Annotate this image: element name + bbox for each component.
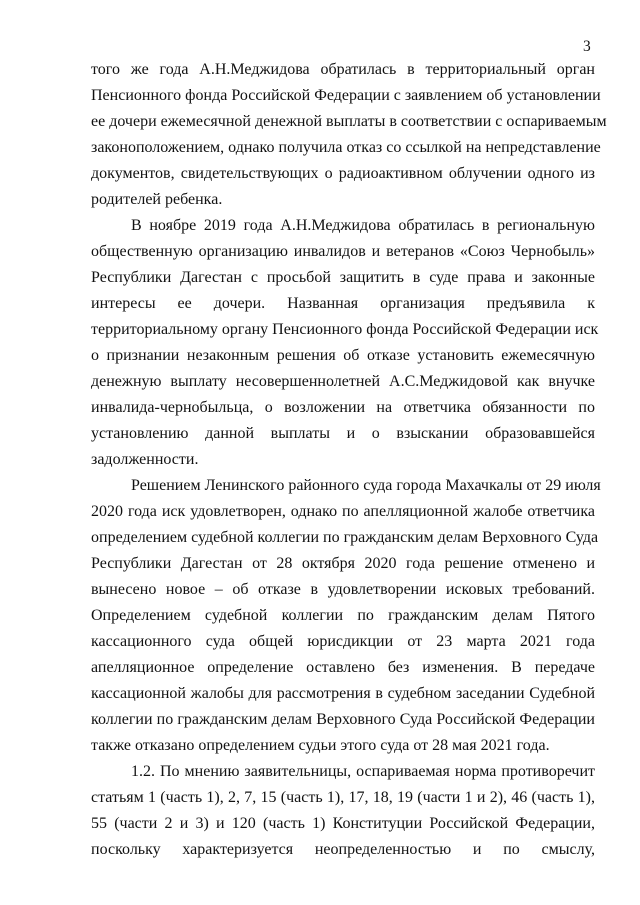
text-line: территориальному органу Пенсионного фонда Российской Федерации иск — [91, 321, 599, 338]
text-line: Республики Дагестан от 28 октября 2020 года решение отменено и — [91, 555, 595, 572]
text-line: Республики Дагестан с просьбой защитить в суде права и законные — [91, 269, 595, 286]
paragraph — [91, 759, 595, 863]
document-body — [91, 57, 607, 863]
text-line: В ноябре 2019 года А.Н.Меджидова обратилась в региональную — [131, 217, 595, 234]
text-line: кассационного суда общей юрисдикции от 23 марта 2021 года — [91, 633, 595, 650]
text-line: статьям 1 (часть 1), 2, 7, 15 (часть 1), 17, 18, 19 (части 1 и 2), 46 (часть 1), — [91, 789, 595, 806]
text-line: вынесено новое – об отказе в удовлетворении исковых требований. — [91, 581, 595, 598]
text-line: поскольку характеризуется неопределенностью и по смыслу, — [91, 841, 595, 858]
text-line: денежную выплату несовершеннолетней А.С.Меджидовой как внучке — [91, 373, 595, 390]
text-line: кассационной жалобы для рассмотрения в судебном заседании Судебной — [91, 685, 595, 702]
text-line: 1.2. По мнению заявительницы, оспариваемая норма противоречит — [131, 763, 595, 780]
paragraph — [91, 473, 601, 759]
text-line: документов, свидетельствующих о радиоактивном облучении одного из — [91, 165, 595, 182]
text-line: 55 (части 2 и 3) и 120 (часть 1) Конституции Российской Федерации, — [91, 815, 595, 832]
text-line: определением судебной коллегии по гражданским делам Верховного Суда — [91, 529, 599, 546]
text-line: инвалида-чернобыльца, о возложении на ответчика обязанности по — [91, 399, 595, 416]
text-line: апелляционное определение оставлено без изменения. В передаче — [91, 659, 595, 676]
paragraph — [91, 57, 607, 213]
text-line: также отказано определением судьи этого суда от 28 мая 2021 года. — [91, 737, 550, 754]
text-line: коллегии по гражданским делам Верховного Суда Российской Федерации — [91, 711, 595, 728]
text-line: задолженности. — [91, 451, 199, 468]
text-line: того же года А.Н.Меджидова обратилась в территориальный орган — [91, 61, 595, 78]
text-line: Пенсионного фонда Российской Федерации с заявлением об установлении — [91, 87, 601, 104]
page-number: 3 — [583, 38, 591, 55]
text-line: ее дочери ежемесячной денежной выплаты в соответствии с оспариваемым — [91, 113, 607, 130]
text-line: законоположением, однако получила отказ со ссылкой на непредставление — [91, 139, 601, 156]
text-line: установлению данной выплаты и о взыскании образовавшейся — [91, 425, 595, 442]
text-line: интересы ее дочери. Названная организация предъявила к — [91, 295, 595, 312]
text-line: 2020 года иск удовлетворен, однако по апелляционной жалобе ответчика — [91, 503, 595, 520]
text-line: общественную организацию инвалидов и ветеранов «Союз Чернобыль» — [91, 243, 595, 260]
text-line: родителей ребенка. — [91, 191, 223, 208]
text-line: Определением судебной коллегии по гражданским делам Пятого — [91, 607, 595, 624]
text-line: Решением Ленинского районного суда города Махачкалы от 29 июля — [131, 477, 601, 494]
text-line: о признании незаконным решения об отказе установить ежемесячную — [91, 347, 595, 364]
paragraph — [91, 213, 599, 473]
